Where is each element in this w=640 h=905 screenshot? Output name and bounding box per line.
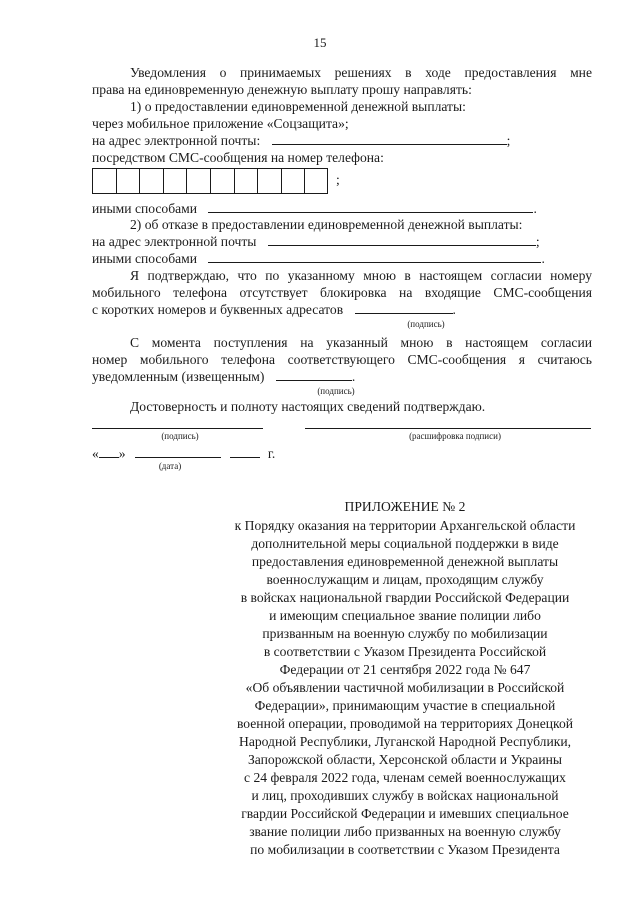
notifications-intro-line2: права на единовременную денежную выплату прошу направлять:: [92, 82, 472, 97]
quote-close: »: [118, 446, 126, 461]
notifications-item2: 2) об отказе в предоставлении единовременной денежной выплаты:: [130, 217, 523, 232]
email-label: на адрес электронной почты:: [92, 133, 261, 148]
appendix-line: военной операции, проводимой на территориях Донецкой: [236, 716, 574, 731]
phone-semicolon: ;: [336, 172, 340, 187]
appendix-line: с 24 февраля 2022 года, членам семей военнослужащих: [244, 770, 566, 785]
phone-digit-cell[interactable]: [139, 168, 163, 194]
appendix-line: и имеющим специальное звание полиции либо: [269, 608, 541, 623]
phone-digit-cell[interactable]: [116, 168, 140, 194]
appendix-line: «Об объявлении частичной мобилизации в Российской: [245, 680, 565, 695]
appendix-line: и лиц, проходивших службу в войсках национальной: [251, 788, 559, 803]
appendix-line: Федерации от 21 сентября 2022 года № 647: [279, 662, 531, 677]
appendix-line: военнослужащим и лицам, проходящим службу: [266, 572, 544, 587]
year-suffix: г.: [267, 446, 276, 461]
other-ways-label: иными способами: [92, 201, 198, 216]
page-number: 15: [313, 35, 327, 50]
phone-digit-cell[interactable]: [234, 168, 258, 194]
moment-line3-end: .: [351, 369, 356, 384]
moment-signature-field[interactable]: [276, 368, 352, 381]
moment-line2: номер мобильного телефона соответствующего СМС-сообщения я считаюсь: [92, 352, 592, 367]
date-row: [92, 445, 592, 462]
appendix-line: предоставления единовременной денежной выплаты: [251, 554, 559, 569]
date-year-field[interactable]: [230, 445, 260, 458]
reliability-signature-field[interactable]: [92, 428, 263, 429]
other2-ways-field[interactable]: [208, 250, 541, 263]
email2-field-row: [92, 233, 592, 250]
other-ways-end: .: [533, 201, 537, 216]
confirm-signature-field[interactable]: [355, 301, 453, 314]
quote-open: «: [92, 446, 99, 461]
moment-line3-row: [92, 368, 592, 385]
confirm-line3: с коротких номеров и буквенных адресатов: [92, 302, 344, 317]
appendix-line: дополнительной меры социальной поддержки в виде: [251, 536, 559, 551]
phone-digit-cell[interactable]: [257, 168, 281, 194]
confirm-line3-row: [92, 301, 592, 318]
phone-digit-cell[interactable]: [281, 168, 305, 194]
phone-digit-cell[interactable]: [304, 168, 328, 194]
date-month-field[interactable]: [135, 445, 221, 458]
other2-ways-row: [92, 250, 592, 267]
email-field[interactable]: [272, 132, 507, 145]
appendix-line: гвардии Российской Федерации и имевших специальное: [241, 806, 569, 821]
email2-field[interactable]: [268, 233, 536, 246]
appendix-line: в войсках национальной гвардии Российской Федерации: [240, 590, 570, 605]
confirm-line1: Я подтверждаю, что по указанному мною в настоящем согласии номеру: [130, 268, 592, 283]
appendix-line: в соответствии с Указом Президента Российской: [263, 644, 547, 659]
notifications-item1: 1) о предоставлении единовременной денежной выплаты:: [130, 99, 466, 114]
appendix-line: по мобилизации в соответствии с Указом Президента: [250, 842, 560, 857]
confirm-line3-end: .: [452, 302, 456, 317]
appendix-line: призванным на военную службу по мобилизации: [262, 626, 548, 641]
reliability-signature-caption: (подпись): [161, 431, 199, 441]
phone-digit-boxes[interactable]: [92, 168, 328, 194]
appendix-line: к Порядку оказания на территории Архангельской области: [234, 518, 576, 533]
appendix-line: Запорожской области, Херсонской области и Украины: [247, 752, 563, 767]
appendix-line: Народной Республики, Луганской Народной Республики,: [239, 734, 571, 749]
other-ways-row: [92, 200, 592, 217]
appendix-line: Федерации», принимающим участие в специальной: [254, 698, 556, 713]
confirm-line2: мобильного телефона отсутствует блокировка на входящие СМС-сообщения: [92, 285, 592, 300]
appendix-title: ПРИЛОЖЕНИЕ № 2: [344, 499, 466, 514]
phone-digit-cell[interactable]: [92, 168, 116, 194]
other-ways-field[interactable]: [208, 200, 533, 213]
appendix-line: звание полиции либо призванных на военную службу: [249, 824, 561, 839]
other2-ways-label: иными способами: [92, 251, 198, 266]
email2-label: на адрес электронной почты: [92, 234, 257, 249]
date-caption: (дата): [158, 461, 182, 471]
email2-end: ;: [535, 234, 540, 249]
notifications-intro-line1: Уведомления о принимаемых решениях в ходе предоставления мне: [130, 65, 592, 80]
moment-line1: С момента поступления на указанный мною в настоящем согласии: [130, 335, 592, 350]
reliability-text: Достоверность и полноту настоящих сведений подтверждаю.: [130, 399, 486, 414]
date-day-field[interactable]: [99, 445, 119, 458]
sms-label: посредством СМС-сообщения на номер телефона:: [92, 150, 384, 165]
moment-line3: уведомленным (извещенным): [92, 369, 265, 384]
moment-signature-caption: (подпись): [317, 386, 355, 396]
email-end: ;: [506, 133, 511, 148]
confirm-signature-caption: (подпись): [407, 319, 445, 329]
other2-ways-end: .: [541, 251, 545, 266]
phone-digit-cell[interactable]: [186, 168, 210, 194]
phone-digit-cell[interactable]: [210, 168, 234, 194]
reliability-decryption-field[interactable]: [305, 428, 591, 429]
phone-digit-cell[interactable]: [163, 168, 187, 194]
email-field-row: [92, 132, 592, 149]
notifications-via-app: через мобильное приложение «Соцзащита»;: [92, 116, 349, 131]
reliability-decryption-caption: (расшифровка подписи): [409, 431, 501, 441]
